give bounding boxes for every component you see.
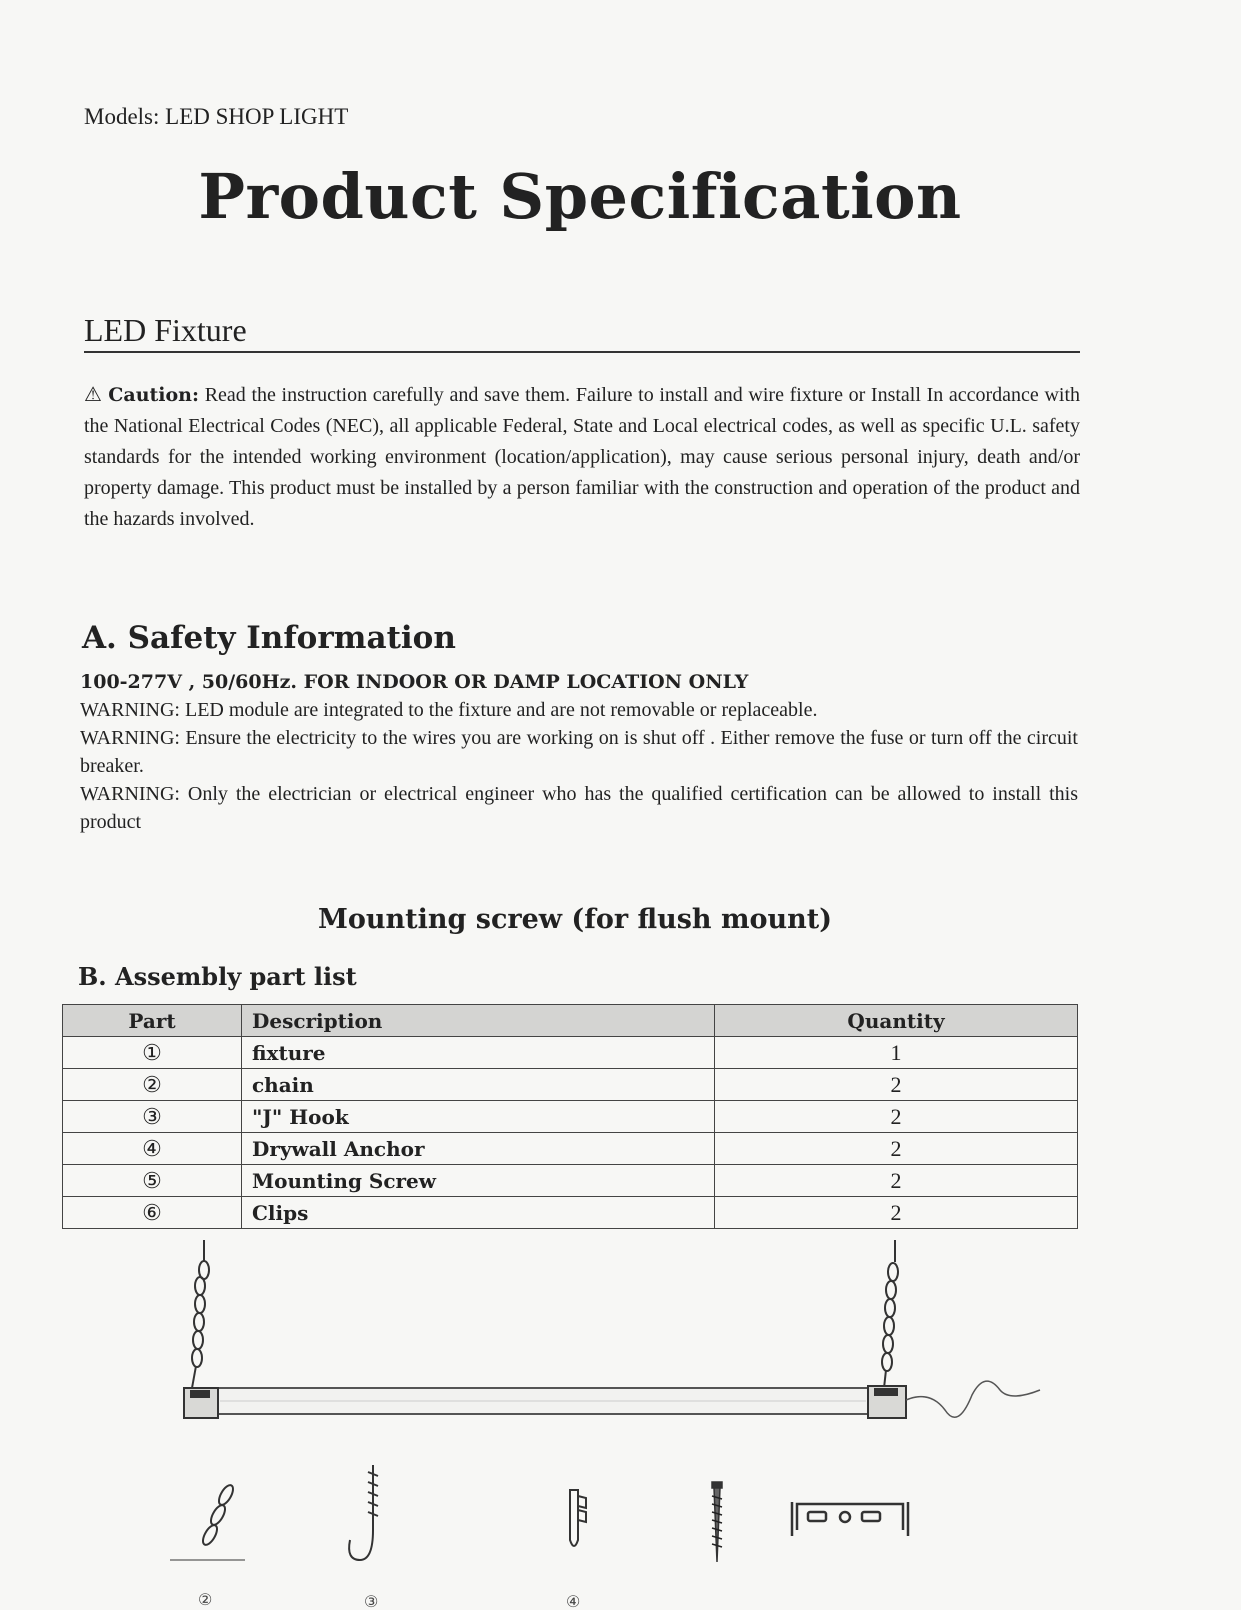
mounting-screw-icon xyxy=(712,1482,722,1562)
parts-table xyxy=(62,1004,1078,1229)
part-number: ③ xyxy=(63,1101,242,1133)
voltage-line: 100-277V , 50/60Hz. FOR INDOOR OR DAMP LOCATION ONLY xyxy=(80,671,749,693)
part-header: Part xyxy=(63,1005,242,1037)
caution-block xyxy=(84,380,1080,545)
section-title: LED Fixture xyxy=(84,312,247,348)
quantity-header: Quantity xyxy=(715,1005,1078,1037)
table-row xyxy=(63,1197,1078,1229)
part-description: fixture xyxy=(242,1037,715,1069)
page-title: Product Specification xyxy=(198,160,962,233)
illustration-label: ④ xyxy=(566,1594,581,1610)
table-header-row xyxy=(63,1005,1078,1037)
part-quantity: 2 xyxy=(715,1069,1078,1101)
fixture-illustration xyxy=(0,1240,1241,1610)
part-description: chain xyxy=(242,1069,715,1101)
left-chain-icon xyxy=(192,1240,209,1388)
part-quantity: 2 xyxy=(715,1197,1078,1229)
part-quantity: 2 xyxy=(715,1101,1078,1133)
part-quantity: 2 xyxy=(715,1133,1078,1165)
safety-block xyxy=(80,668,1078,836)
mounting-title: Mounting screw (for flush mount) xyxy=(317,904,833,935)
table-row xyxy=(63,1069,1078,1101)
warning-line: WARNING: Only the electrician or electrical engineer who has the qualified certification can be allowed to install this product xyxy=(80,783,1078,833)
table-row xyxy=(63,1101,1078,1133)
fixture-icon xyxy=(184,1386,906,1418)
part-description: Drywall Anchor xyxy=(242,1133,715,1165)
drywall-anchor-icon xyxy=(570,1490,586,1546)
safety-title: A. Safety Information xyxy=(82,620,456,656)
table-row xyxy=(63,1133,1078,1165)
part-description: Clips xyxy=(242,1197,715,1229)
j-hook-icon xyxy=(349,1465,378,1560)
table-row xyxy=(63,1037,1078,1069)
illustration-label: ③ xyxy=(364,1594,379,1610)
illustration-label: ② xyxy=(198,1592,213,1609)
right-chain-icon xyxy=(882,1240,898,1388)
assembly-title: B. Assembly part list xyxy=(78,962,357,991)
warning-line: WARNING: Ensure the electricity to the wires you are working on is shut off . Either remove the fuse or turn off the circuit breaker. xyxy=(80,727,1078,777)
warning-line: WARNING: LED module are integrated to the fixture and are not removable or replaceable. xyxy=(80,699,818,721)
chain-part-icon xyxy=(170,1483,245,1560)
description-header: Description xyxy=(242,1005,715,1037)
part-number: ② xyxy=(63,1069,242,1101)
part-number: ① xyxy=(63,1037,242,1069)
caution-label: Caution: xyxy=(108,384,200,406)
part-description: "J" Hook xyxy=(242,1101,715,1133)
warning-triangle-icon: ⚠ xyxy=(84,384,103,406)
part-description: Mounting Screw xyxy=(242,1165,715,1197)
part-number: ④ xyxy=(63,1133,242,1165)
part-quantity: 1 xyxy=(715,1037,1078,1069)
models-line: Models: LED SHOP LIGHT xyxy=(84,104,349,129)
table-row xyxy=(63,1165,1078,1197)
caution-text: Read the instruction carefully and save them. Failure to install and wire fixture or Install In accordance with the National Electrical Codes (NEC), all applicable Federal, State and Local electrical codes, as well as specific U.L. safety standards for the intended working environment (location/application), may cause serious personal injury, death and/or property damage. This product must be installed by a person familiar with the construction and operation of the product and the hazards involved. xyxy=(84,384,1081,530)
part-quantity: 2 xyxy=(715,1165,1078,1197)
section-divider xyxy=(84,351,1080,353)
clip-icon xyxy=(792,1502,908,1536)
power-cord-icon xyxy=(906,1381,1040,1417)
part-number: ⑥ xyxy=(63,1197,242,1229)
part-number: ⑤ xyxy=(63,1165,242,1197)
